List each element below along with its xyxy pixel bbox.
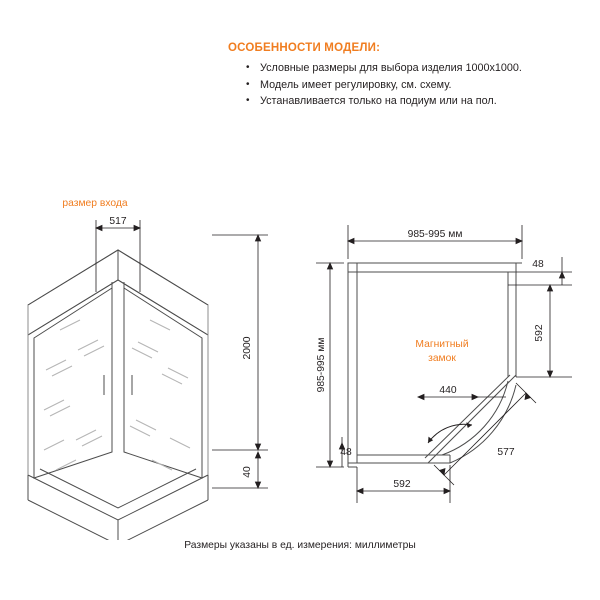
list-item-text: Устанавливается только на подиум или на пол.: [260, 95, 497, 107]
entrance-label: размер входа: [62, 198, 128, 209]
list-item-text: Условные размеры для выбора изделия 1000х1000.: [260, 62, 522, 74]
features-block: [228, 42, 588, 110]
features-title: ОСОБЕННОСТИ МОДЕЛИ:: [228, 42, 381, 54]
list-item: [246, 77, 588, 94]
dim-577: 577: [497, 447, 515, 458]
footer-note: Размеры указаны в ед. измерения: миллиметры: [184, 540, 416, 551]
features-list: [228, 60, 588, 110]
dim-592-bottom: 592: [393, 479, 411, 490]
list-item-text: Модель имеет регулировку, см. схему.: [260, 78, 452, 91]
bullet-icon: •: [246, 78, 250, 90]
dim-440: 440: [439, 385, 457, 396]
entrance-value: 517: [109, 216, 127, 227]
dim-48-left: 48: [340, 447, 352, 458]
bullet-icon: •: [246, 62, 250, 73]
shower-cabin-3d-drawing: [0, 120, 300, 540]
top-dimension-label: 985-995 мм: [407, 229, 463, 240]
shower-cabin-plan-drawing: [310, 215, 600, 525]
dim-592-right: 592: [534, 324, 545, 342]
height-value: 2000: [242, 336, 253, 360]
magnet-lock-label-line2: замок: [428, 353, 456, 364]
list-item: [246, 93, 588, 110]
bullet-icon: •: [246, 95, 250, 106]
dim-48-top: 48: [532, 259, 544, 270]
magnet-lock-label-line1: Магнитный: [415, 339, 469, 350]
list-item: [246, 60, 588, 77]
base-value: 40: [242, 466, 253, 478]
left-dimension-label: 985-995 мм: [316, 337, 327, 393]
